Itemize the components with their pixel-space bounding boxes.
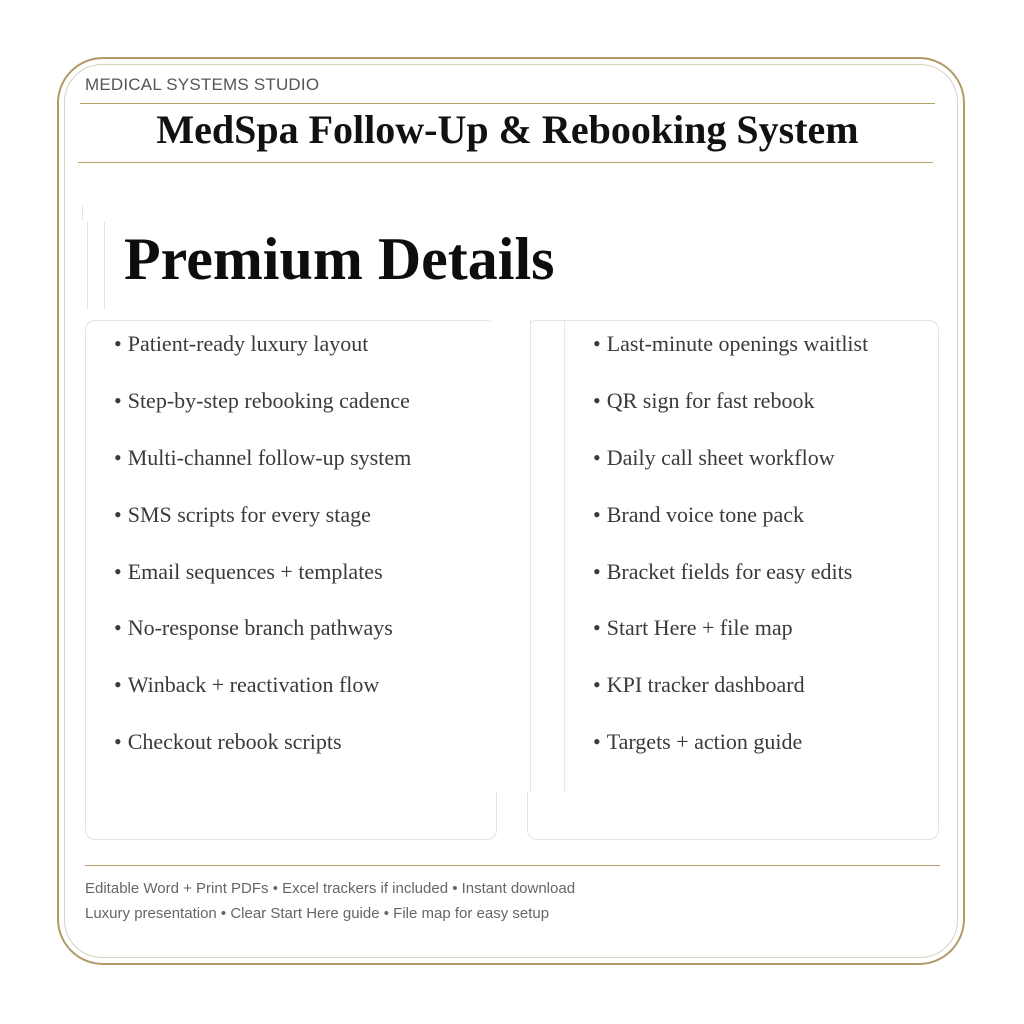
bullet-icon: • (114, 558, 122, 584)
list-item-label: Winback + reactivation flow (127, 672, 380, 698)
list-item (114, 387, 411, 444)
decorative-line (82, 206, 83, 220)
list-item-label: Step-by-step rebooking cadence (127, 387, 410, 413)
column-divider (564, 320, 565, 792)
bullet-icon: • (593, 444, 601, 470)
bullet-icon: • (114, 501, 122, 527)
bullet-icon: • (593, 331, 601, 356)
list-item (114, 330, 411, 387)
list-item (593, 728, 868, 785)
column-divider (530, 320, 531, 792)
footer-text: Editable Word + Print PDFs • Excel trackers if included • Instant download (85, 880, 576, 897)
bullet-icon: • (114, 615, 122, 641)
list-item-label: Email sequences + templates (127, 558, 383, 584)
decorative-line (87, 222, 88, 310)
bullet-icon: • (593, 387, 601, 413)
list-item-label: Targets + action guide (606, 729, 803, 755)
studio-name: MEDICAL SYSTEMS STUDIO (85, 75, 320, 94)
bullet-icon: • (593, 501, 601, 527)
list-item (593, 501, 868, 558)
list-item-label: Multi-channel follow-up system (127, 444, 412, 470)
column-gap (491, 318, 531, 792)
list-item (593, 330, 868, 387)
bullet-icon: • (114, 331, 122, 356)
list-item-label: SMS scripts for every stage (127, 501, 371, 527)
list-item-label: KPI tracker dashboard (606, 672, 805, 698)
top-divider (80, 103, 935, 104)
list-item (593, 671, 868, 728)
section-heading: Premium Details (124, 226, 555, 292)
list-item-label: Daily call sheet workflow (606, 444, 835, 470)
list-item (593, 444, 868, 501)
list-item (114, 558, 411, 615)
footer-divider (85, 865, 940, 866)
title-divider (78, 162, 933, 163)
bullet-icon: • (593, 558, 601, 584)
list-item (114, 501, 411, 558)
bullet-icon: • (114, 444, 122, 470)
bullet-icon: • (593, 672, 601, 698)
list-item-label: Start Here + file map (606, 615, 793, 641)
list-item (593, 558, 868, 615)
feature-list-right (593, 330, 868, 785)
bullet-icon: • (114, 729, 122, 755)
list-item-label: QR sign for fast rebook (606, 387, 815, 413)
list-item (114, 671, 411, 728)
list-item-label: Checkout rebook scripts (127, 729, 342, 755)
list-item (114, 444, 411, 501)
bullet-icon: • (114, 387, 122, 413)
list-item-label: Brand voice tone pack (606, 501, 805, 527)
bullet-icon: • (593, 729, 601, 755)
list-item (593, 387, 868, 444)
bullet-icon: • (593, 615, 601, 641)
list-item-label: Last-minute openings waitlist (606, 331, 869, 356)
bullet-icon: • (114, 672, 122, 698)
list-item-label: No-response branch pathways (127, 615, 393, 641)
list-item (114, 728, 411, 785)
list-item-label: Patient-ready luxury layout (127, 331, 369, 356)
footer-text: Luxury presentation • Clear Start Here guide • File map for easy setup (85, 905, 550, 922)
list-item-label: Bracket fields for easy edits (606, 558, 853, 584)
decorative-line (104, 222, 105, 310)
feature-list-left (114, 330, 411, 785)
list-item (114, 614, 411, 671)
page-title: MedSpa Follow-Up & Rebooking System (156, 107, 859, 152)
list-item (593, 614, 868, 671)
